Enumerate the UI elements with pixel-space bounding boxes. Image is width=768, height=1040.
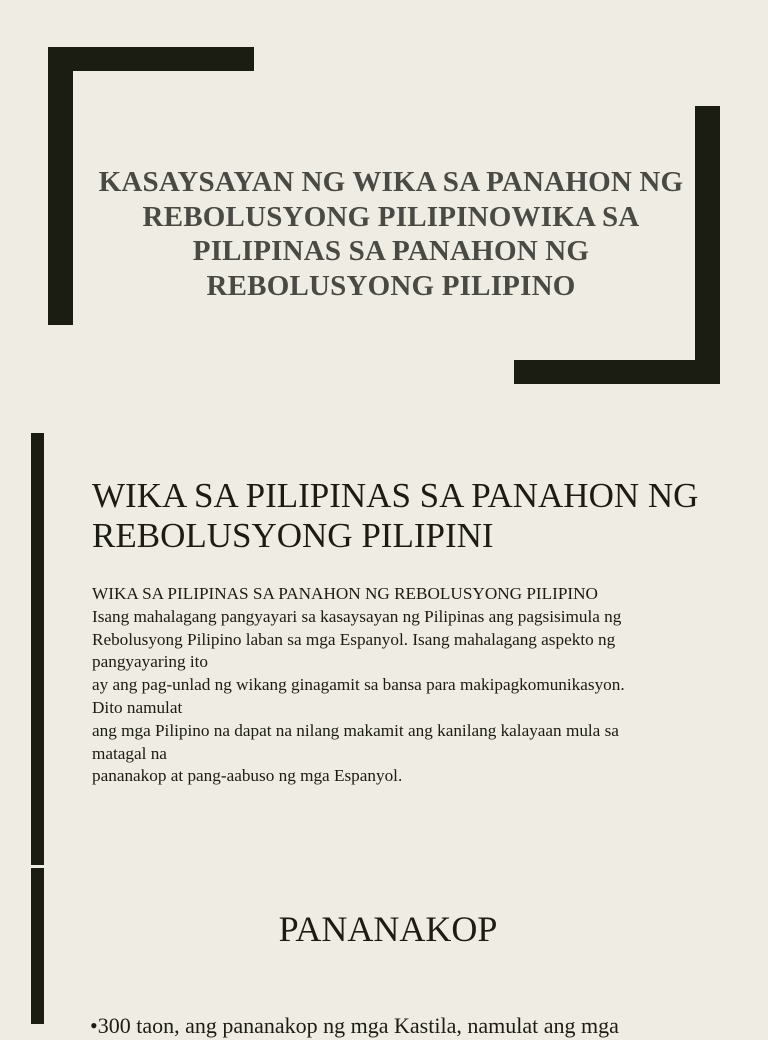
frame-top-left-vertical bbox=[48, 47, 73, 325]
slide3-title: PANANAKOP bbox=[278, 909, 498, 949]
slide2-body-line: Isang mahalagang pangyayari sa kasaysayan ng Pilipinas ang pagsisimula ng bbox=[92, 606, 622, 626]
frame-bottom-right-horizontal bbox=[514, 360, 720, 384]
slide1-title: KASAYSAYAN NG WIKA SA PANAHON NG REBOLUSYONG PILIPINOWIKA SA PILIPINAS SA PANAHON NG REBOLUSYONG PILIPINO bbox=[98, 166, 684, 302]
frame-bottom-right-vertical bbox=[695, 106, 720, 384]
slide2-body-line: matagal na bbox=[92, 743, 167, 763]
slide2-body-line: ay ang pag-unlad ng wikang ginagamit sa bansa para makipagkomunikasyon. bbox=[92, 675, 625, 695]
slide3-body-line: •300 taon, ang pananakop ng mga Kastila, namulat ang mga bbox=[90, 1013, 619, 1038]
slide2-title: WIKA SA PILIPINAS SA PANAHON NG REBOLUSYONG PILIPINI bbox=[92, 476, 699, 555]
slide2-body-line: pangyayaring ito bbox=[92, 652, 208, 672]
slide2-body-line: pananakop at pang-aabuso ng mga Espanyol. bbox=[92, 766, 403, 786]
slide2-accent-bar bbox=[31, 433, 44, 865]
slide2-body-line: WIKA SA PILIPINAS SA PANAHON NG REBOLUSYONG PILIPINO bbox=[92, 584, 598, 603]
slide2-body-line: ang mga Pilipino na dapat na nilang makamit ang kanilang kalayaan mula sa bbox=[92, 720, 619, 740]
slide2-body bbox=[92, 583, 702, 788]
slide2-body-line: Dito namulat bbox=[92, 697, 183, 717]
slide2-body-line: Rebolusyong Pilipino laban sa mga Espanyol. Isang mahalagang aspekto ng bbox=[92, 629, 616, 649]
frame-top-left-horizontal bbox=[48, 47, 254, 71]
